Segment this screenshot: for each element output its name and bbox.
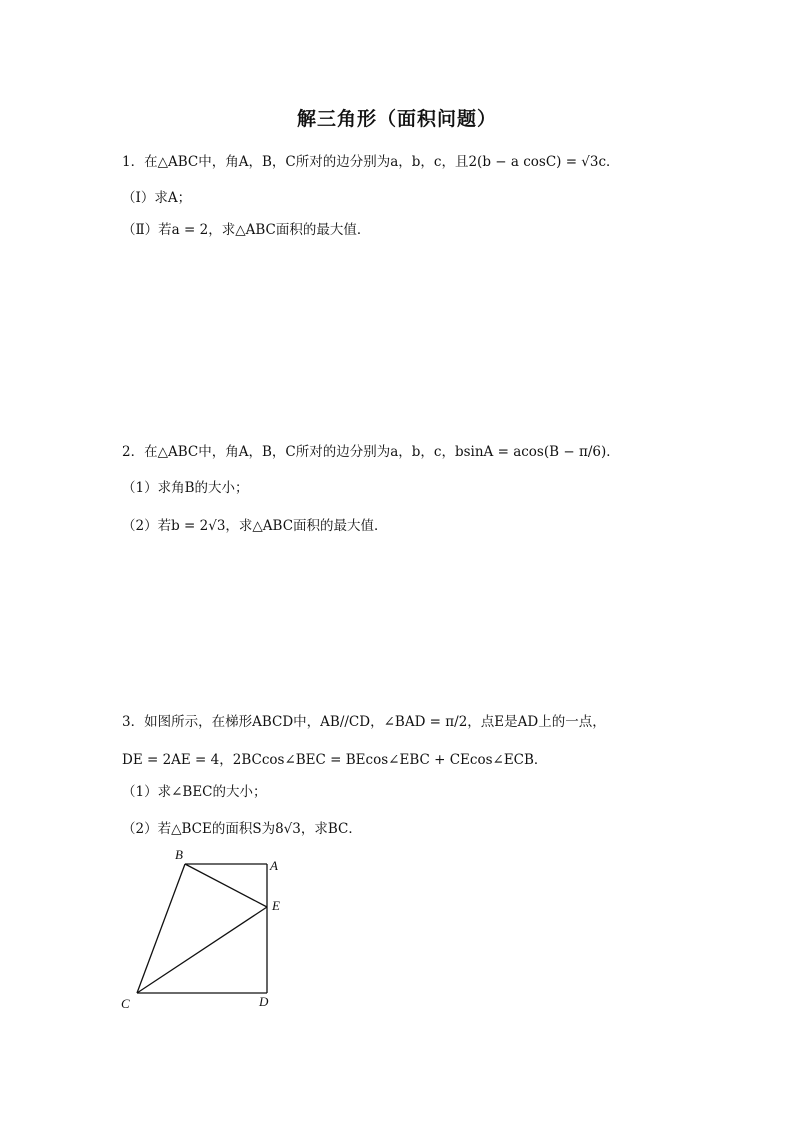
trapezoid-diagram — [112, 842, 302, 1017]
vertex-label-c: C — [121, 996, 130, 1011]
problem-3-part-2: （2）若△BCE的面积S为8√3，求BC． — [122, 821, 362, 837]
problem-1-statement: 1．在△ABC中，角A，B，C所对的边分别为a，b，c，且2(b − a cosC) = √3c． — [122, 154, 620, 170]
trapezoid-figure — [112, 842, 302, 1017]
problem-1-part-1: （Ⅰ）求A； — [122, 190, 192, 206]
problem-1-part-2: （Ⅱ）若a = 2，求△ABC面积的最大值． — [122, 222, 371, 238]
problem-2-part-2: （2）若b = 2√3，求△ABC面积的最大值． — [122, 518, 388, 534]
problem-3-conditions: DE = 2AE = 4，2BCcos∠BEC = BEcos∠EBC + CEcos∠ECB． — [122, 752, 548, 768]
vertex-label-b: B — [175, 847, 183, 862]
vertex-label-d: D — [259, 994, 269, 1009]
segment-ce — [137, 907, 267, 993]
page-title: 解三角形（面积问题） — [296, 108, 497, 130]
segment-be — [185, 864, 267, 907]
segment-cb — [137, 864, 185, 993]
problem-2-statement: 2．在△ABC中，角A，B，C所对的边分别为a，b，c，bsinA = acos(B − π/6)． — [122, 444, 620, 460]
problem-3-part-1: （1）求∠BEC的大小； — [122, 784, 267, 800]
vertex-label-a: A — [270, 858, 278, 873]
problem-2-part-1: （1）求角B的大小； — [122, 480, 249, 496]
problem-3-statement: 3．如图所示，在梯形ABCD中，AB//CD，∠BAD = π/2，点E是AD上的一点， — [122, 714, 606, 730]
vertex-label-e: E — [272, 898, 280, 913]
